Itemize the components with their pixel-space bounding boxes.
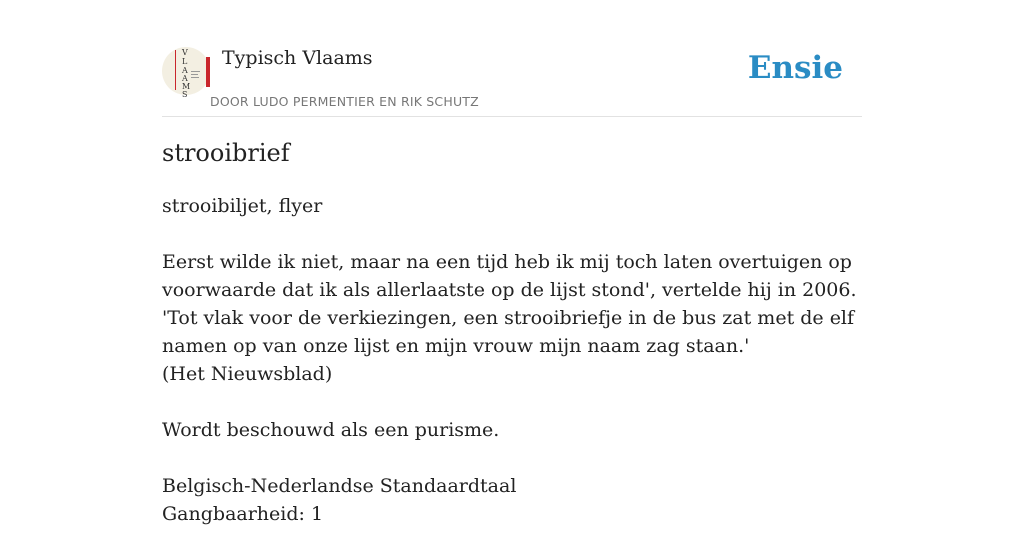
author-byline: DOOR LUDO PERMENTIER EN RIK SCHUTZ <box>210 94 479 109</box>
entry-example <box>162 248 862 388</box>
logo-letter: V <box>182 48 188 57</box>
logo-letter: S <box>182 90 188 99</box>
logo-letter: M <box>182 82 191 91</box>
logo-line <box>191 74 198 75</box>
brand-logo-link[interactable]: Ensie <box>747 50 843 86</box>
logo-line <box>191 77 199 78</box>
entry-title: strooibrief <box>162 139 290 167</box>
logo-letter: A <box>182 66 188 75</box>
example-quote: Eerst wilde ik niet, maar na een tijd heb ik mij toch laten overtuigen op voorwaarde dat ik als allerlaatste op de lijst stond', vertelde hij in 2006. 'Tot vlak voor de verkiezingen, een strooibriefje in de bus zat met de elf namen op van onze lijst en mijn vrouw mijn naam zag staan.' <box>162 251 857 357</box>
entry-usage: Gangbaarheid: 1 <box>162 503 324 525</box>
site-header <box>162 0 862 117</box>
page-container <box>162 0 862 525</box>
entry-meta <box>162 472 862 528</box>
logo-letter: L <box>182 57 188 66</box>
logo-tick <box>175 50 176 90</box>
entry-language: Belgisch-Nederlandse Standaardtaal <box>162 475 517 497</box>
logo-accent-stripe <box>206 57 210 87</box>
site-title[interactable]: Typisch Vlaams <box>222 47 373 69</box>
logo-letter: A <box>182 74 188 83</box>
example-source: (Het Nieuwsblad) <box>162 363 333 385</box>
entry-note: Wordt beschouwd als een purisme. <box>162 419 500 441</box>
entry-body <box>162 192 862 556</box>
logo-line <box>191 71 200 72</box>
entry-definition: strooibiljet, flyer <box>162 195 323 217</box>
site-logo[interactable] <box>162 47 210 99</box>
